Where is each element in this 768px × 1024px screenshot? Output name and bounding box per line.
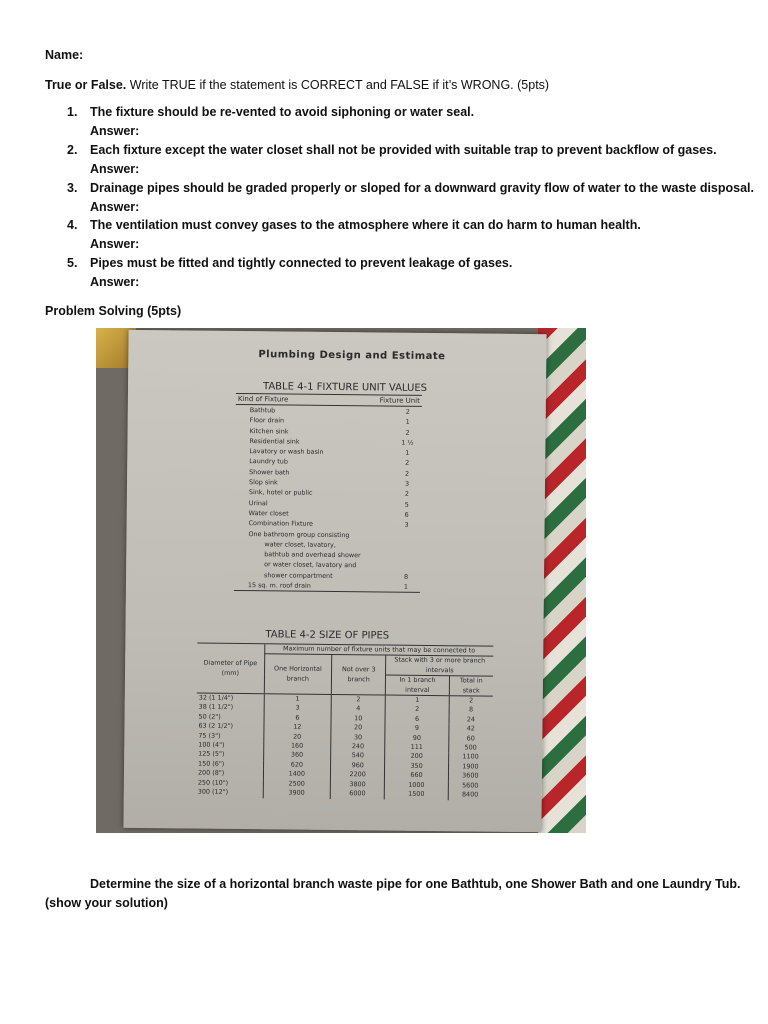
not-over-value: 30 — [331, 733, 385, 743]
diameter-cell — [196, 788, 263, 798]
table2-header-max: Maximum number of fixture units that may be connected to — [264, 644, 493, 657]
diameter-mm: 100 — [198, 740, 211, 749]
in1-value: 1500 — [385, 790, 449, 800]
fixture-kind: or water closet, lavatory and — [264, 560, 357, 570]
total-value: 5600 — [448, 781, 492, 791]
instructions — [45, 77, 549, 93]
not-over-value: 20 — [331, 723, 385, 733]
name-label: Name: — [45, 48, 84, 62]
answer-label: Answer: — [90, 237, 140, 251]
horizontal-value: 160 — [263, 741, 331, 751]
fixture-unit — [396, 561, 416, 572]
problem-solving-heading: Problem Solving (5pts) — [45, 304, 182, 318]
horizontal-value: 360 — [263, 751, 331, 761]
question-number: 1. — [67, 105, 78, 119]
fixture-kind: Bathtub — [249, 406, 276, 415]
not-over-value: 4 — [331, 704, 385, 714]
table2-row — [196, 788, 492, 801]
table2-col-not-over: Not over 3 branch — [331, 655, 386, 695]
fixture-kind: One bathroom group consisting — [248, 529, 350, 539]
answer-label: Answer: — [90, 124, 140, 138]
fixture-unit: 2 — [405, 459, 410, 468]
diameter-inch: (2 1/2") — [208, 721, 234, 731]
diameter-inch: (1 1/2") — [208, 703, 234, 712]
diameter-mm: 63 — [198, 721, 207, 730]
fixture-unit — [396, 530, 416, 541]
total-value: 1100 — [448, 753, 492, 763]
table2-col-total: Total in stack — [449, 676, 493, 696]
fixture-unit: 5 — [404, 500, 409, 509]
fixture-kind: Combination Fixture — [248, 519, 314, 529]
in1-value: 1 — [386, 695, 450, 706]
diameter-inch: (5") — [212, 750, 225, 759]
total-value: 60 — [449, 734, 493, 744]
fixture-unit: 6 — [404, 510, 409, 519]
horizontal-value: 2500 — [263, 779, 331, 789]
horizontal-value: 1 — [264, 694, 332, 705]
fixture-unit: 1 ½ — [401, 438, 414, 447]
fixture-unit — [396, 541, 416, 552]
diameter-inch: (4") — [212, 740, 225, 749]
fixture-unit: 1 — [403, 582, 409, 591]
not-over-value: 2 — [331, 694, 385, 704]
horizontal-value: 20 — [263, 732, 331, 742]
table2-col-stack: Stack with 3 or more branch intervals — [386, 655, 493, 676]
diameter-mm: 300 — [197, 787, 211, 796]
fixture-unit: 3 — [404, 520, 409, 530]
not-over-value: 10 — [331, 714, 385, 724]
diameter-mm: 75 — [198, 731, 207, 740]
diameter-inch: (10") — [212, 778, 229, 787]
textbook-page — [123, 330, 546, 832]
table2-col-diameter: Diameter of Pipe (mm) — [197, 643, 265, 694]
question-text: The ventilation must convey gases to the atmosphere where it can do harm to human health. — [90, 218, 641, 232]
diameter-mm: 250 — [197, 778, 211, 787]
fixture-kind: Shower bath — [249, 467, 290, 477]
fixture-unit: 2 — [405, 428, 410, 437]
fixture-unit: 2 — [405, 407, 410, 416]
fixture-kind: Urinal — [248, 498, 268, 507]
fixture-kind: Residential sink — [249, 436, 300, 446]
total-value: 3600 — [448, 771, 492, 781]
fixture-kind: shower compartment — [264, 571, 333, 580]
fixture-kind: Water closet — [248, 509, 289, 518]
in1-value: 90 — [385, 733, 449, 743]
question-number: 4. — [67, 218, 78, 232]
fixture-kind: bathtub and overhead shower — [264, 550, 361, 560]
fixture-kind: Floor drain — [249, 416, 285, 425]
answer-label: Answer: — [90, 275, 140, 289]
fixture-unit: 3 — [404, 479, 410, 488]
horizontal-value: 3900 — [263, 788, 331, 798]
in1-value: 660 — [385, 771, 449, 781]
fixture-unit-table — [234, 393, 422, 593]
total-value: 500 — [448, 743, 492, 753]
fixture-kind: Lavatory or wash basin — [249, 447, 324, 457]
diameter-inch: (12") — [211, 787, 229, 796]
fixture-kind: 15 sq. m. roof drain — [247, 581, 311, 590]
diameter-mm: 32 — [198, 693, 207, 702]
answer-label: Answer: — [90, 162, 140, 176]
question-number: 5. — [67, 256, 78, 270]
task-line-2: (show your solution) — [45, 896, 168, 910]
table2-col-horizontal: One Horizontal branch — [264, 654, 332, 694]
not-over-value: 6000 — [330, 789, 384, 799]
task-line-1: Determine the size of a horizontal branch waste pipe for one Bathtub, one Shower Bath and one Laundry Tub. — [90, 877, 741, 891]
fixture-kind: Kitchen sink — [249, 426, 289, 436]
question-text: Pipes must be fitted and tightly connected to prevent leakage of gases. — [90, 256, 513, 270]
total-value: 24 — [449, 715, 493, 725]
not-over-value: 2200 — [330, 770, 384, 780]
fixture-kind: Laundry tub — [249, 457, 288, 466]
fixture-kind: water closet, lavatory, — [264, 540, 336, 549]
fixture-kind: Sink, hotel or public — [248, 488, 313, 498]
diameter-inch: (2") — [208, 712, 221, 721]
table1-body — [234, 405, 422, 592]
instructions-lead: True or False. — [45, 78, 127, 92]
total-value: 2 — [449, 696, 493, 706]
horizontal-value: 620 — [263, 760, 331, 770]
not-over-value: 3800 — [330, 780, 384, 790]
horizontal-value: 12 — [264, 723, 332, 733]
total-value: 8400 — [448, 790, 492, 800]
instructions-text: Write TRUE if the statement is CORRECT and FALSE if it’s WRONG. (5pts) — [126, 78, 550, 92]
table1-col-kind: Kind of Fixture — [237, 394, 289, 404]
in1-value: 111 — [385, 743, 449, 753]
answer-label: Answer: — [90, 200, 140, 214]
table1-row — [234, 580, 420, 592]
fixture-unit: 1 — [405, 418, 410, 427]
diameter-mm: 200 — [197, 768, 211, 777]
not-over-value: 540 — [331, 751, 385, 761]
in1-value: 6 — [385, 714, 449, 724]
question-number: 2. — [67, 143, 78, 157]
pipe-size-table — [196, 643, 494, 801]
total-value: 42 — [449, 724, 493, 734]
in1-value: 1000 — [385, 780, 449, 790]
horizontal-value: 1400 — [263, 770, 331, 780]
diameter-inch: (3") — [208, 731, 221, 740]
fixture-unit: 2 — [405, 469, 410, 478]
textbook-photo — [96, 328, 586, 833]
table1-col-unit: Fixture Unit — [379, 396, 420, 405]
table2-title: TABLE 4-2 SIZE OF PIPES — [265, 629, 390, 642]
fixture-unit: 2 — [404, 490, 409, 499]
table2-col-in1: In 1 branch interval — [386, 675, 450, 695]
not-over-value: 240 — [331, 742, 385, 752]
total-value: 8 — [449, 706, 493, 716]
question-text: The fixture should be re-vented to avoid siphoning or water seal. — [90, 105, 475, 119]
diameter-mm: 150 — [198, 759, 211, 768]
horizontal-value: 3 — [264, 704, 332, 714]
in1-value: 200 — [385, 752, 449, 762]
in1-value: 9 — [385, 724, 449, 734]
horizontal-value: 6 — [264, 713, 332, 723]
fixture-unit: 8 — [403, 572, 409, 581]
question-text: Drainage pipes should be graded properly or sloped for a downward gravity flow of water to the waste disposal. — [90, 181, 755, 195]
in1-value: 350 — [385, 761, 449, 771]
diameter-inch: (1 1/4") — [208, 693, 234, 702]
diameter-mm: 125 — [198, 750, 211, 759]
in1-value: 2 — [385, 705, 449, 715]
fixture-unit — [396, 551, 416, 562]
diameter-cell — [197, 693, 264, 704]
total-value: 1900 — [448, 762, 492, 772]
diameter-mm: 38 — [198, 703, 207, 712]
not-over-value: 960 — [331, 761, 385, 771]
table1-title: TABLE 4-1 FIXTURE UNIT VALUES — [262, 381, 428, 394]
question-number: 3. — [67, 181, 78, 195]
fixture-kind: Slop sink — [248, 478, 278, 487]
question-text: Each fixture except the water closet shall not be provided with suitable trap to prevent backflow of gases. — [90, 143, 717, 157]
book-header: Plumbing Design and Estimate — [258, 349, 446, 363]
diameter-inch: (6") — [212, 759, 225, 768]
table2-body — [196, 693, 493, 800]
fixture-unit: 1 — [405, 448, 410, 457]
diameter-mm: 50 — [198, 712, 207, 721]
diameter-inch: (8") — [212, 769, 225, 778]
